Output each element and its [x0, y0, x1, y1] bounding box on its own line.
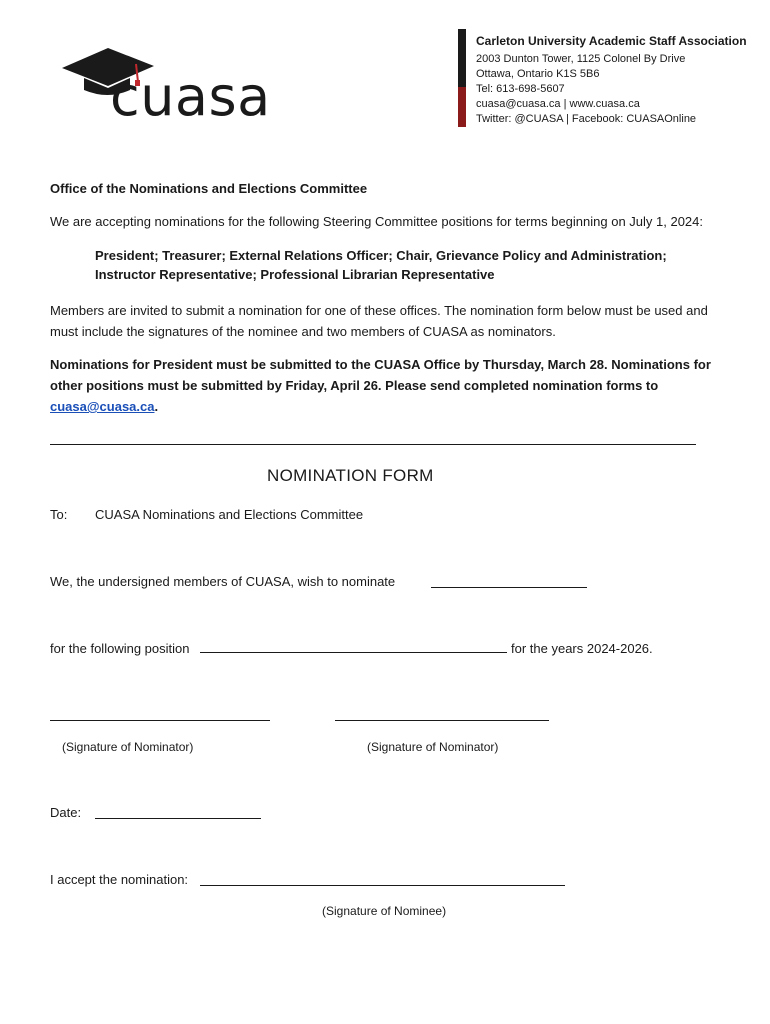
nominator-2-signature-label: (Signature of Nominator) — [367, 740, 499, 754]
nominee-signature-label: (Signature of Nominee) — [322, 904, 447, 918]
deadline-line-1: Nominations for President must be submitted to the CUASA Office by Thursday, March 28. Nominations for — [50, 357, 711, 372]
cuasa-logo — [58, 42, 288, 132]
separator-line — [50, 444, 696, 445]
date-label: Date: — [50, 805, 82, 820]
org-address-line-1: 2003 Dunton Tower, 1125 Colonel By Drive — [476, 53, 686, 65]
org-social: Twitter: @CUASA | Facebook: CUASAOnline — [476, 113, 697, 125]
nominator-1-signature-label: (Signature of Nominator) — [62, 740, 194, 754]
years-text: for the years 2024-2026. — [511, 641, 653, 656]
nominator-2-signature-field[interactable] — [335, 720, 549, 721]
org-tel: Tel: 613-698-5607 — [476, 83, 565, 95]
accept-label: I accept the nomination: — [50, 872, 189, 887]
org-web: cuasa@cuasa.ca | www.cuasa.ca — [476, 98, 640, 110]
nominator-1-signature-field[interactable] — [50, 720, 270, 721]
positions-line-2: Instructor Representative; Professional Librarian Representative — [95, 267, 495, 282]
positions-list — [95, 246, 667, 284]
to-label: To: — [50, 507, 68, 522]
positions-line-1: President; Treasurer; External Relations Officer; Chair, Grievance Policy and Administration; — [95, 248, 667, 263]
nominate-text: We, the undersigned members of CUASA, wish to nominate — [50, 574, 396, 589]
logo-wordmark: cuasa — [110, 65, 271, 128]
date-field[interactable] — [95, 818, 261, 819]
deadline-paragraph — [50, 354, 711, 417]
email-link[interactable]: cuasa@cuasa.ca — [50, 399, 155, 414]
header-accent-bar — [458, 29, 466, 127]
org-address-line-2: Ottawa, Ontario K1S 5B6 — [476, 68, 600, 80]
members-line-1: Members are invited to submit a nomination for one of these offices. The nomination form below must be used and — [50, 303, 708, 318]
office-heading: Office of the Nominations and Elections Committee — [50, 181, 368, 196]
deadline-line-2: other positions must be submitted by Friday, April 26. Please send completed nomination forms to — [50, 378, 659, 393]
to-value: CUASA Nominations and Elections Committee — [95, 507, 364, 522]
position-label: for the following position — [50, 641, 190, 656]
position-field[interactable] — [200, 652, 507, 653]
period: . — [154, 399, 159, 414]
org-contact-block — [476, 34, 747, 127]
members-paragraph — [50, 300, 708, 342]
org-name: Carleton University Academic Staff Association — [476, 34, 747, 48]
form-title: NOMINATION FORM — [267, 466, 434, 485]
nominee-name-field[interactable] — [431, 587, 587, 588]
nominee-signature-field[interactable] — [200, 885, 565, 886]
intro-text: We are accepting nominations for the following Steering Committee positions for terms beginning on July 1, 2024: — [50, 214, 704, 229]
members-line-2: must include the signatures of the nominee and two members of CUASA as nominators. — [50, 324, 556, 339]
